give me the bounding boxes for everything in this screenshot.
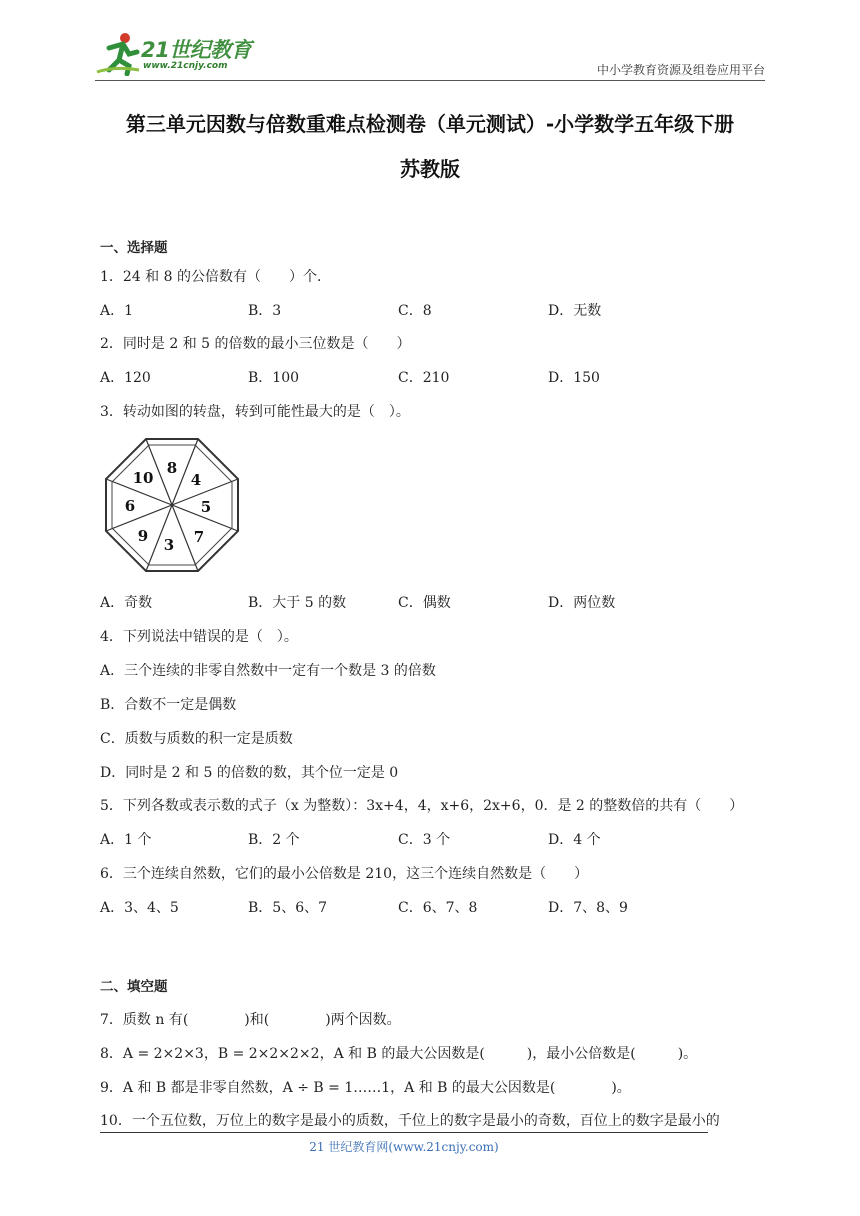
doc-title-line1: 第三单元因数与倍数重难点检测卷（单元测试）-小学数学五年级下册 — [125, 112, 735, 136]
q5-option-d: D．4 个 — [548, 832, 601, 848]
wheel-number: 7 — [193, 528, 205, 546]
question-5: 5．下列各数或表示数的式子（x 为整数）：3x+4，4，x+6，2x+6，0．是 2 的整数倍的共有（ ） — [100, 798, 744, 814]
q6-option-d: D．7、8、9 — [548, 900, 628, 916]
doc-title-line2: 苏教版 — [400, 157, 460, 181]
question-6: 6．三个连续自然数，它们的最小公倍数是 210，这三个连续自然数是（ ） — [100, 866, 589, 882]
runner-logo-icon — [95, 30, 141, 76]
question-10: 10．一个五位数，万位上的数字是最小的质数，千位上的数字是最小的奇数，百位上的数字是最小的 — [100, 1113, 720, 1129]
spinner-wheel-figure — [102, 435, 242, 575]
q4-option-b: B．合数不一定是偶数 — [100, 697, 237, 713]
q5-option-a: A．1 个 — [100, 832, 152, 848]
wheel-number: 10 — [132, 469, 154, 487]
wheel-number: 6 — [124, 497, 136, 515]
q4-option-a: A．三个连续的非零自然数中一定有一个数是 3 的倍数 — [100, 663, 436, 679]
platform-name: 中小学教育资源及组卷应用平台 — [596, 63, 765, 77]
wheel-number: 3 — [163, 536, 175, 554]
header-divider — [95, 80, 765, 81]
section-heading-choice: 一、选择题 — [100, 240, 168, 256]
logo-url: www.21cnjy.com — [143, 61, 228, 71]
q3-option-a: A．奇数 — [100, 595, 153, 611]
wheel-number: 8 — [166, 459, 178, 477]
question-9: 9．A 和 B 都是非零自然数，A ÷ B = 1……1，A 和 B 的最大公因数是( )。 — [100, 1080, 631, 1096]
wheel-number: 5 — [200, 498, 212, 516]
q6-option-c: C．6、7、8 — [398, 900, 478, 916]
q1-option-d: D．无数 — [548, 303, 602, 319]
question-7: 7．质数 n 有( )和( )两个因数。 — [100, 1012, 401, 1028]
question-1: 1．24 和 8 的公倍数有（ ）个． — [100, 269, 331, 285]
q2-option-a: A．120 — [100, 370, 151, 386]
logo-text: 21世纪教育 — [141, 38, 252, 62]
q2-option-d: D．150 — [548, 370, 600, 386]
q6-option-b: B．5、6、7 — [248, 900, 328, 916]
question-2: 2．同时是 2 和 5 的倍数的最小三位数是（ ） — [100, 336, 411, 352]
section-heading-fill: 二、填空题 — [100, 979, 168, 995]
q2-option-b: B．100 — [248, 370, 300, 386]
q2-option-c: C．210 — [398, 370, 450, 386]
wheel-number: 9 — [137, 527, 149, 545]
q3-option-c: C．偶数 — [398, 595, 451, 611]
q5-option-b: B．2 个 — [248, 832, 300, 848]
q4-option-d: D．同时是 2 和 5 的倍数的数，其个位一定是 0 — [100, 765, 399, 781]
question-3: 3．转动如图的转盘，转到可能性最大的是（ ）。 — [100, 404, 410, 420]
page-header — [95, 30, 765, 82]
footer-divider — [100, 1132, 708, 1133]
q1-option-b: B．3 — [248, 303, 282, 319]
q1-option-a: A．1 — [100, 303, 134, 319]
q4-option-c: C．质数与质数的积一定是质数 — [100, 731, 293, 747]
question-4: 4．下列说法中错误的是（ ）。 — [100, 629, 298, 645]
page-footer: 21 世纪教育网(www.21cnjy.com) — [309, 1140, 499, 1154]
q6-option-a: A．3、4、5 — [100, 900, 179, 916]
wheel-number: 4 — [190, 471, 202, 489]
question-8: 8．A = 2×2×3，B = 2×2×2×2，A 和 B 的最大公因数是( )，最小公倍数是( )。 — [100, 1046, 698, 1062]
q5-option-c: C．3 个 — [398, 832, 451, 848]
q3-option-b: B．大于 5 的数 — [248, 595, 347, 611]
q3-option-d: D．两位数 — [548, 595, 616, 611]
site-logo — [95, 30, 265, 80]
q1-option-c: C．8 — [398, 303, 432, 319]
